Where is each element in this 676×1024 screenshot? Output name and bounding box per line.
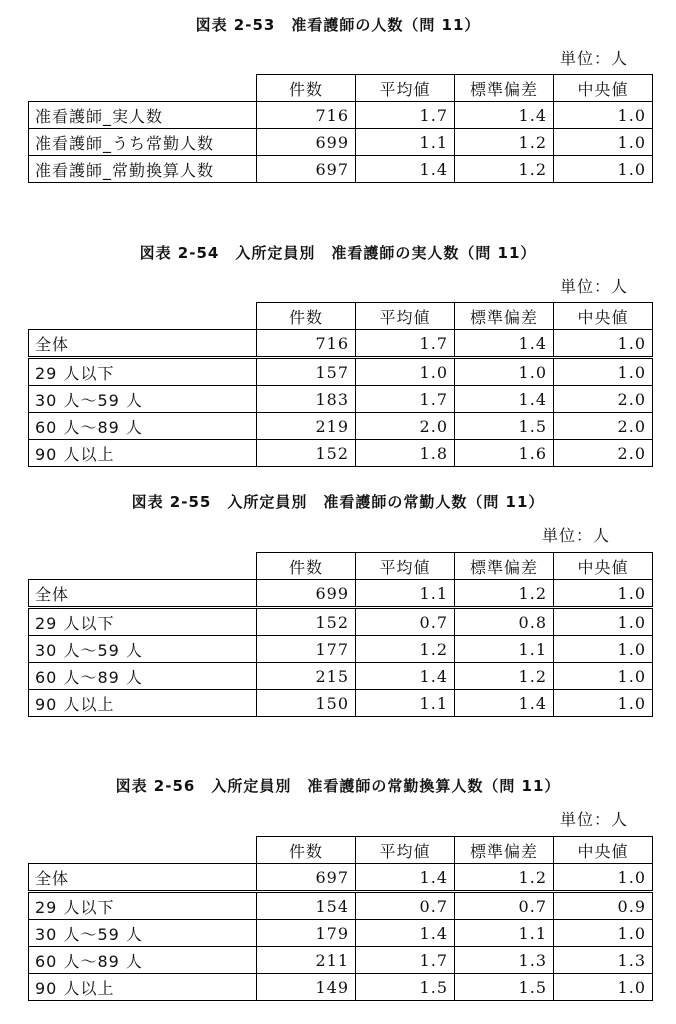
table-title: 図表 2-54 入所定員別 准看護師の実人数（問 11） [139, 244, 537, 262]
cell-mean: 2.0 [356, 413, 455, 440]
cell-mean: 1.7 [356, 386, 455, 413]
header-sd: 標準偏差 [455, 553, 554, 580]
row-label: 30 人～59 人 [29, 920, 257, 947]
cell-median: 1.0 [554, 102, 653, 129]
table-title: 図表 2-55 入所定員別 准看護師の常勤人数（問 11） [131, 493, 545, 511]
row-label: 30 人～59 人 [29, 386, 257, 413]
stats-table-2-54 [28, 302, 653, 467]
row-label: 29 人以下 [29, 892, 257, 920]
table-row [29, 440, 653, 467]
cell-count: 152 [257, 608, 356, 636]
unit-label: 単位：人 [560, 49, 629, 68]
cell-count: 150 [257, 690, 356, 717]
header-count: 件数 [257, 303, 356, 330]
unit-label: 単位：人 [560, 277, 629, 296]
table-row [29, 636, 653, 663]
cell-mean: 1.7 [356, 330, 455, 358]
cell-mean: 0.7 [356, 608, 455, 636]
row-label: 30 人～59 人 [29, 636, 257, 663]
cell-count: 697 [257, 156, 356, 183]
table-row [29, 608, 653, 636]
cell-mean: 1.1 [356, 690, 455, 717]
header-sd: 標準偏差 [455, 837, 554, 864]
table-row [29, 156, 653, 183]
cell-median: 1.0 [554, 580, 653, 608]
cell-count: 697 [257, 864, 356, 892]
header-sd: 標準偏差 [455, 75, 554, 102]
row-label: 90 人以上 [29, 974, 257, 1001]
row-label: 29 人以下 [29, 358, 257, 386]
cell-sd: 1.2 [455, 129, 554, 156]
cell-mean: 1.8 [356, 440, 455, 467]
cell-mean: 1.0 [356, 358, 455, 386]
cell-sd: 1.1 [455, 920, 554, 947]
cell-median: 1.0 [554, 156, 653, 183]
header-sd: 標準偏差 [455, 303, 554, 330]
cell-sd: 1.4 [455, 102, 554, 129]
row-label: 全体 [29, 330, 257, 358]
stats-table-2-53 [28, 74, 653, 183]
header-blank [29, 303, 257, 330]
row-label: 准看護師_実人数 [29, 102, 257, 129]
header-row [29, 837, 653, 864]
header-mean: 平均値 [356, 303, 455, 330]
cell-sd: 1.2 [455, 864, 554, 892]
row-label: 90 人以上 [29, 690, 257, 717]
table-row [29, 690, 653, 717]
cell-mean: 1.2 [356, 636, 455, 663]
cell-median: 1.0 [554, 608, 653, 636]
cell-sd: 1.2 [455, 156, 554, 183]
total-row [29, 580, 653, 608]
row-label: 60 人～89 人 [29, 947, 257, 974]
row-label: 60 人～89 人 [29, 663, 257, 690]
header-mean: 平均値 [356, 553, 455, 580]
row-label: 90 人以上 [29, 440, 257, 467]
cell-count: 219 [257, 413, 356, 440]
header-median: 中央値 [554, 837, 653, 864]
row-label: 60 人～89 人 [29, 413, 257, 440]
cell-median: 2.0 [554, 413, 653, 440]
cell-count: 211 [257, 947, 356, 974]
cell-sd: 1.0 [455, 358, 554, 386]
row-label: 全体 [29, 580, 257, 608]
header-row [29, 75, 653, 102]
cell-median: 1.0 [554, 864, 653, 892]
cell-mean: 1.5 [356, 974, 455, 1001]
table-row [29, 920, 653, 947]
cell-median: 0.9 [554, 892, 653, 920]
header-blank [29, 553, 257, 580]
header-blank [29, 75, 257, 102]
table-title: 図表 2-56 入所定員別 准看護師の常勤換算人数（問 11） [115, 777, 561, 795]
table-row [29, 129, 653, 156]
cell-count: 699 [257, 580, 356, 608]
header-count: 件数 [257, 837, 356, 864]
cell-count: 149 [257, 974, 356, 1001]
table-row [29, 386, 653, 413]
cell-sd: 1.2 [455, 580, 554, 608]
cell-median: 1.3 [554, 947, 653, 974]
total-row [29, 864, 653, 892]
cell-mean: 1.7 [356, 947, 455, 974]
cell-median: 1.0 [554, 663, 653, 690]
cell-median: 2.0 [554, 386, 653, 413]
cell-mean: 1.4 [356, 663, 455, 690]
cell-count: 699 [257, 129, 356, 156]
row-label: 准看護師_常勤換算人数 [29, 156, 257, 183]
cell-median: 1.0 [554, 974, 653, 1001]
cell-mean: 0.7 [356, 892, 455, 920]
unit-label: 単位：人 [542, 526, 611, 545]
unit-label: 単位：人 [560, 810, 629, 829]
cell-sd: 1.2 [455, 663, 554, 690]
table-row [29, 413, 653, 440]
cell-median: 1.0 [554, 690, 653, 717]
table-row [29, 663, 653, 690]
cell-mean: 1.4 [356, 864, 455, 892]
table-row [29, 974, 653, 1001]
cell-count: 215 [257, 663, 356, 690]
cell-sd: 1.6 [455, 440, 554, 467]
header-row [29, 303, 653, 330]
cell-count: 716 [257, 102, 356, 129]
table-row [29, 358, 653, 386]
row-label: 准看護師_うち常勤人数 [29, 129, 257, 156]
cell-count: 154 [257, 892, 356, 920]
header-mean: 平均値 [356, 837, 455, 864]
cell-count: 152 [257, 440, 356, 467]
header-blank [29, 837, 257, 864]
header-median: 中央値 [554, 303, 653, 330]
table-row [29, 892, 653, 920]
stats-table-2-55 [28, 552, 653, 717]
cell-median: 1.0 [554, 358, 653, 386]
cell-sd: 1.4 [455, 386, 554, 413]
cell-sd: 1.5 [455, 974, 554, 1001]
header-median: 中央値 [554, 75, 653, 102]
cell-count: 183 [257, 386, 356, 413]
cell-sd: 1.5 [455, 413, 554, 440]
cell-count: 179 [257, 920, 356, 947]
cell-mean: 1.4 [356, 920, 455, 947]
row-label: 全体 [29, 864, 257, 892]
cell-mean: 1.7 [356, 102, 455, 129]
header-median: 中央値 [554, 553, 653, 580]
cell-count: 177 [257, 636, 356, 663]
header-row [29, 553, 653, 580]
cell-mean: 1.4 [356, 156, 455, 183]
cell-sd: 1.1 [455, 636, 554, 663]
cell-sd: 1.3 [455, 947, 554, 974]
table-title: 図表 2-53 准看護師の人数（問 11） [195, 16, 481, 34]
cell-median: 1.0 [554, 636, 653, 663]
cell-sd: 1.4 [455, 690, 554, 717]
cell-mean: 1.1 [356, 580, 455, 608]
stats-table-2-56 [28, 836, 653, 1001]
cell-mean: 1.1 [356, 129, 455, 156]
cell-count: 157 [257, 358, 356, 386]
cell-sd: 0.8 [455, 608, 554, 636]
cell-median: 1.0 [554, 330, 653, 358]
cell-median: 2.0 [554, 440, 653, 467]
row-label: 29 人以下 [29, 608, 257, 636]
table-row [29, 947, 653, 974]
cell-sd: 0.7 [455, 892, 554, 920]
header-count: 件数 [257, 553, 356, 580]
cell-median: 1.0 [554, 129, 653, 156]
cell-count: 716 [257, 330, 356, 358]
table-row [29, 102, 653, 129]
cell-sd: 1.4 [455, 330, 554, 358]
header-mean: 平均値 [356, 75, 455, 102]
cell-median: 1.0 [554, 920, 653, 947]
header-count: 件数 [257, 75, 356, 102]
total-row [29, 330, 653, 358]
